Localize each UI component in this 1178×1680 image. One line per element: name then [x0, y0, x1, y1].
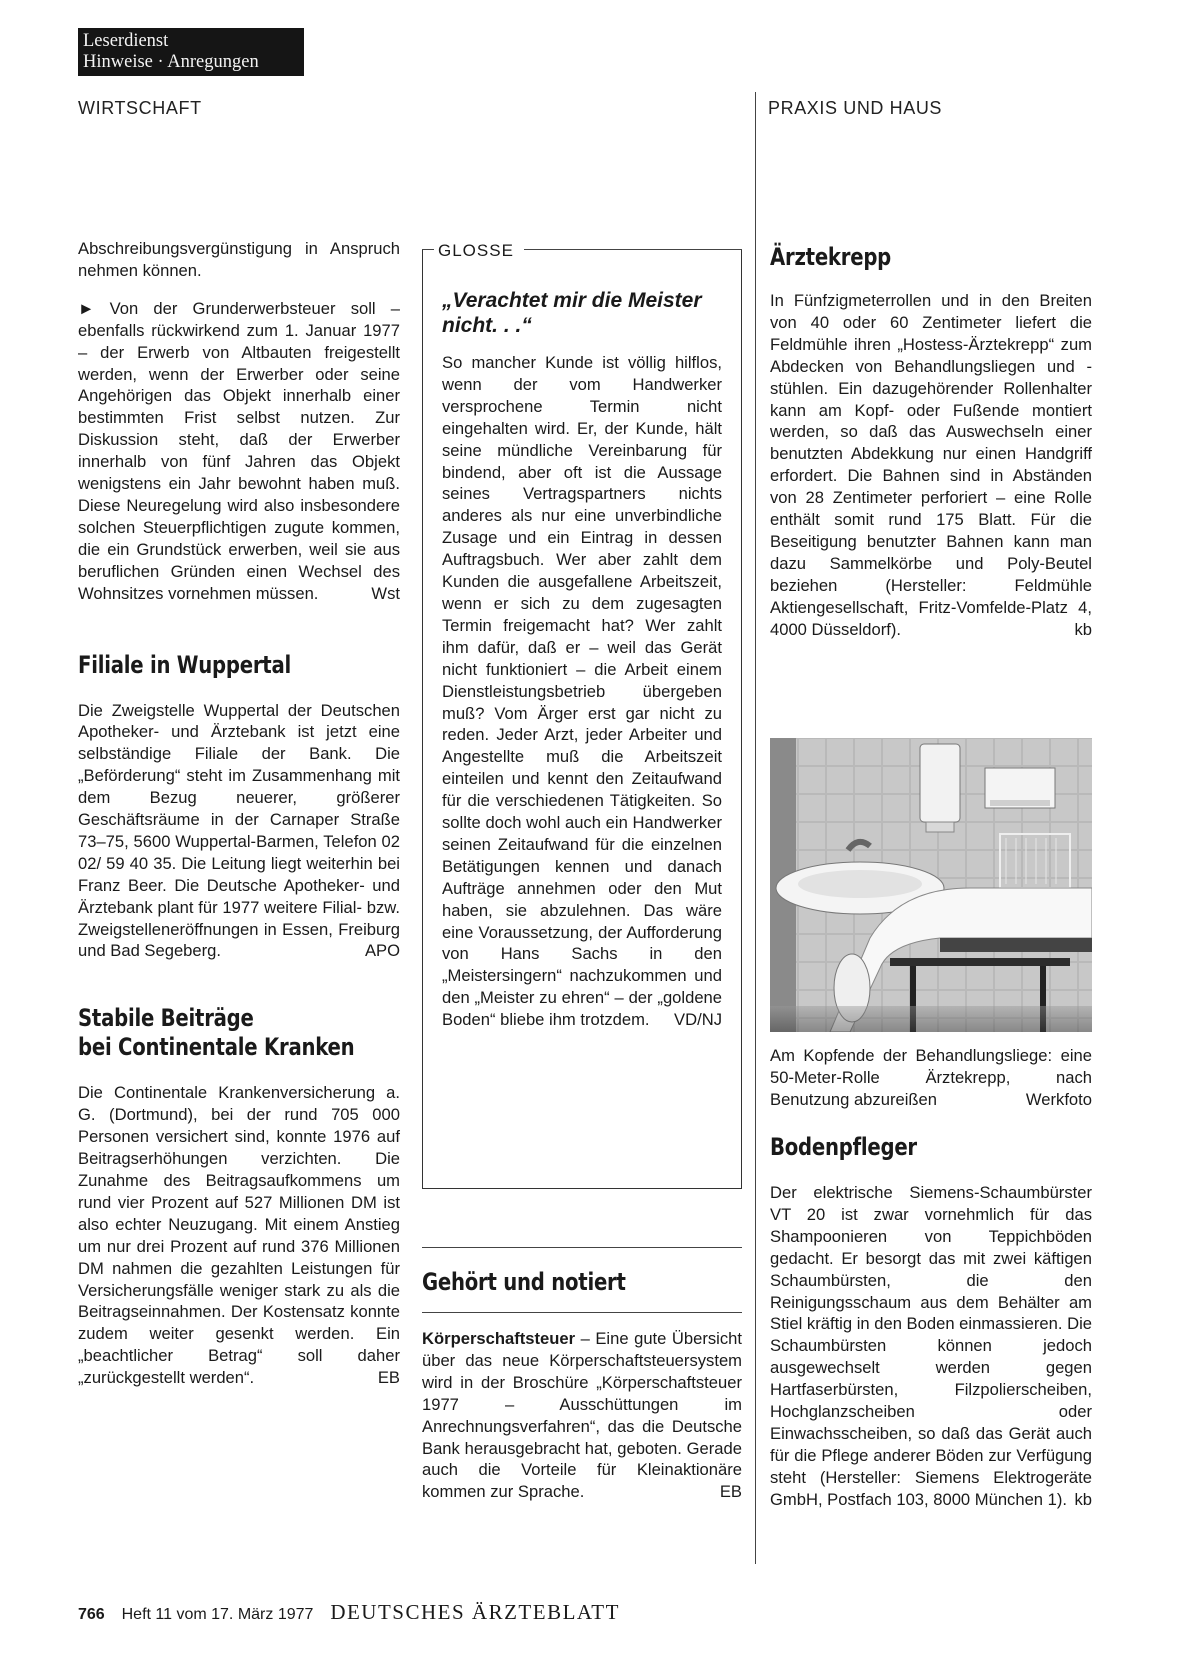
headline-bodenpfleger: Bodenpfleger: [770, 1133, 917, 1161]
product-photo: [770, 738, 1092, 1032]
stabile-body-text: Die Continentale Krankenversicherung a. G. (Dortmund), bei der rund 705 000 Personen versichert sind, konnte 1976 auf Beitragserhöhungen verzichten. Die Zunahme des Beitragsaufkommens um rund vier Prozent auf 527 Millionen DM ist also echter Neuzugang. Mit einem Anstieg um nur drei Prozent auf rund 376 Millionen DM nahmen die gezahlten Leistungen für Versicherungsfälle weniger stark zu als die Beitragseinnahmen. Der Kostensatz konnte zudem weiter gesenkt werden. Ein „beachtlicher Betrag“ soll daher „zurückgestellt werden“.: [78, 1083, 400, 1388]
headline-aerztekrepp: Ärztekrepp: [770, 243, 892, 271]
intro-signature: Wst: [371, 583, 400, 603]
headline-stabile-line-1: Stabile Beiträge: [78, 1004, 254, 1033]
glosse-top-rule-right: [524, 249, 742, 250]
intro-paragraph-2-text: ► Von der Grunderwerbsteuer soll – ebenfalls rückwirkend zum 1. Januar 1977 – der Erwerb von Altbauten freigestellt werden, wenn der Erwerber oder seine Angehörigen das Objekt innerhalb einer bestimmten Frist selbst nutzen. Zur Diskussion steht, daß der Erwerber innerhalb von fünf Jahren das Objekt wenigstens ein Jahr bewohnt haben muß. Diese Neuregelung wird also insbesondere solchen Steuerpflichtigen zugute kommen, die ein Grundstück erwerben, weil sie aus beruflichen Gründen einen Wechsel des Wohnsitzes vornehmen müssen.: [78, 298, 400, 603]
right-column-bottom: [770, 1133, 1092, 1511]
left-column: [78, 238, 400, 1389]
gehoert-body-wrap: [422, 1328, 742, 1503]
badge-line-2: Hinweise · Anregungen: [83, 52, 259, 72]
gehoert-signature: EB: [719, 1482, 742, 1502]
leserdienst-badge: [78, 28, 304, 76]
stabile-body: [78, 1082, 400, 1389]
gehoert-lead: Körperschaftsteuer: [422, 1329, 576, 1348]
boden-body-text: Der elektrische Siemens-Schaumbürster VT 20 ist zwar vornehmlich für das Shampoonieren von Teppichböden gedacht. Er besorgt das mit zwei käftigen Schaumbürsten, die den Reinigungsschaum aus dem Behälter am Stiel kräftig in den Boden einmassieren. Die Schaumbürsten können jedoch ausgewechselt werden gegen Hartfaserbürsten, Filzpolierscheiben, Hochglanzscheiben oder Einwachsscheiben, so daß das Gerät auch für die Pflege anderer Böden zur Verfügung steht (Hersteller: Siemens Elektrogeräte GmbH, Postfach 103, 8000 München 1).: [770, 1183, 1092, 1509]
section-label-praxis: PRAXIS UND HAUS: [768, 98, 943, 118]
glosse-content: [442, 288, 722, 1031]
section-label-wirtschaft: WIRTSCHAFT: [78, 98, 202, 118]
photo-caption-text: Am Kopfende der Behandlungsliege: eine 50-Meter-Rolle Ärztekrepp, nach Benutzung abzureißen: [770, 1046, 1092, 1109]
krepp-body: [770, 290, 1092, 641]
glosse-title: „Verachtet mir die Meister nicht. . .“: [442, 289, 702, 337]
glosse-body-text: So mancher Kunde ist völlig hilflos, wenn der vom Handwerker versprochene Termin nicht eingehalten wird. Er, der Kunde, hält seine mündliche Vereinbarung für bindend, aber oft ist die Aussage seines Vertragspartners nichts anderes als nur eine unverbindliche Zusage und ein Eintrag in dessen Auftragsbuch. Wer aber zahlt dem Kunden die ausgefallene Arbeitszeit, wenn er sich zu dem zugesagten Termin freigemacht hat? Wer zahlt ihm dafür, daß er – weil das Gerät nicht funktioniert – die Arbeit einem Dienstleistungsbetrieb übergeben muß? Vom Ärger erst gar nicht zu reden. Jeder Arzt, jeder Arbeiter und Angestellte muß die Arbeitszeit einteilen und kennt den Zeitaufwand für die verschiedenen Tätigkeiten. So sollte doch wohl auch ein Handwerker seinen Zeitaufwand für die einzelnen Betätigungen kennen und danach Aufträge annehmen oder den Mut haben, sie abzulehnen. Das wäre eine Voraussetzung, der Aufforderung von Hans Sachs in den „Meistersingern“ nachzukommen und den „Meister zu ehren“ – der „goldene Boden“ bliebe ihm trotzdem.: [442, 353, 722, 1030]
intro-paragraph-1: Abschreibungsvergünstigung in Anspruch nehmen können.: [78, 239, 400, 280]
glosse-top-rule-left: [422, 249, 434, 250]
gehoert-body-text: – Eine gute Übersicht über das neue Körperschaftsteuersystem wird in der Broschüre „Körperschaftsteuer 1977 – Ausschüttungen im Anrechnungsverfahren“, das die Deutsche Bank herausgebracht hat, geboten. Gerade auch die Vorteile für Kleinaktionäre kommen zur Sprache.: [422, 1329, 742, 1502]
headline-filiale: Filiale in Wuppertal: [78, 650, 291, 679]
boden-body: [770, 1182, 1092, 1511]
photo-credit: Werkfoto: [1025, 1089, 1092, 1109]
photo-illustration: [770, 738, 1092, 1032]
headline-gehoert: Gehört und notiert: [422, 1268, 626, 1296]
filiale-signature: APO: [364, 941, 400, 961]
gehoert-bottom-rule: [422, 1312, 742, 1313]
badge-line-1: Leserdienst: [83, 31, 169, 51]
stabile-signature: EB: [377, 1368, 400, 1388]
intro-paragraph-2: [78, 298, 400, 605]
glosse-label: GLOSSE: [435, 241, 517, 261]
photo-caption-wrap: [770, 1045, 1092, 1111]
krepp-body-text: In Fünfzigmeterrollen und in den Breiten von 40 oder 60 Zentimeter liefert die Feldmühle ihren „Hostess-Ärztekrepp“ zum Abdecken von Behandlungsliegen und -stühlen. Ein dazugehörender Rollenhalter kann am Kopf- oder Fußende montiert werden, so daß das Auswechseln einer benutzten Abdekkung nur einen Handgriff erfordert. Die Bahnen sind in Abständen von 28 Zentimeter perforiert – eine Rolle enthält somit rund 175 Blatt. Für die Beseitigung benutzter Bahnen kann man dazu Sammelkörbe und Poly-Beutel beziehen (Hersteller: Feldmühle Aktiengesellschaft, Fritz-Vomfelde-Platz 4, 4000 Düsseldorf).: [770, 291, 1092, 639]
krepp-signature: kb: [1074, 619, 1092, 639]
column-divider: [755, 92, 756, 1564]
gehoert-top-rule: [422, 1247, 742, 1248]
page-number: 766: [78, 1606, 105, 1623]
boden-signature: kb: [1074, 1489, 1092, 1509]
gehoert-body: [422, 1328, 742, 1503]
gehoert-section: [422, 1268, 742, 1297]
filiale-body: [78, 700, 400, 963]
issue-info: Heft 11 vom 17. März 1977: [121, 1606, 314, 1623]
headline-stabile-line-2: bei Continentale Kranken: [78, 1033, 355, 1062]
photo-caption: [770, 1045, 1092, 1111]
filiale-body-text: Die Zweigstelle Wuppertal der Deutschen Apotheker- und Ärztebank ist jetzt eine selbständige Filiale der Bank. Die „Beförderung“ steht im Zusammenhang mit dem Bezug neuerer, größerer Geschäftsräume in der Carnaper Straße 73–75, 5600 Wuppertal-Barmen, Telefon 02 02/ 59 40 35. Die Leitung liegt weiterhin bei Franz Beer. Die Deutsche Apotheker- und Ärztebank plant für 1977 weitere Filial- bzw. Zweigstelleneröffnungen in Essen, Freiburg und Bad Segeberg.: [78, 700, 400, 961]
magazine-title: DEUTSCHES ÄRZTEBLATT: [330, 1600, 620, 1624]
page-footer: [78, 1600, 620, 1625]
glosse-signature: VD/NJ: [674, 1010, 722, 1030]
glosse-body: [442, 352, 722, 1031]
right-column-top: [770, 243, 1092, 641]
